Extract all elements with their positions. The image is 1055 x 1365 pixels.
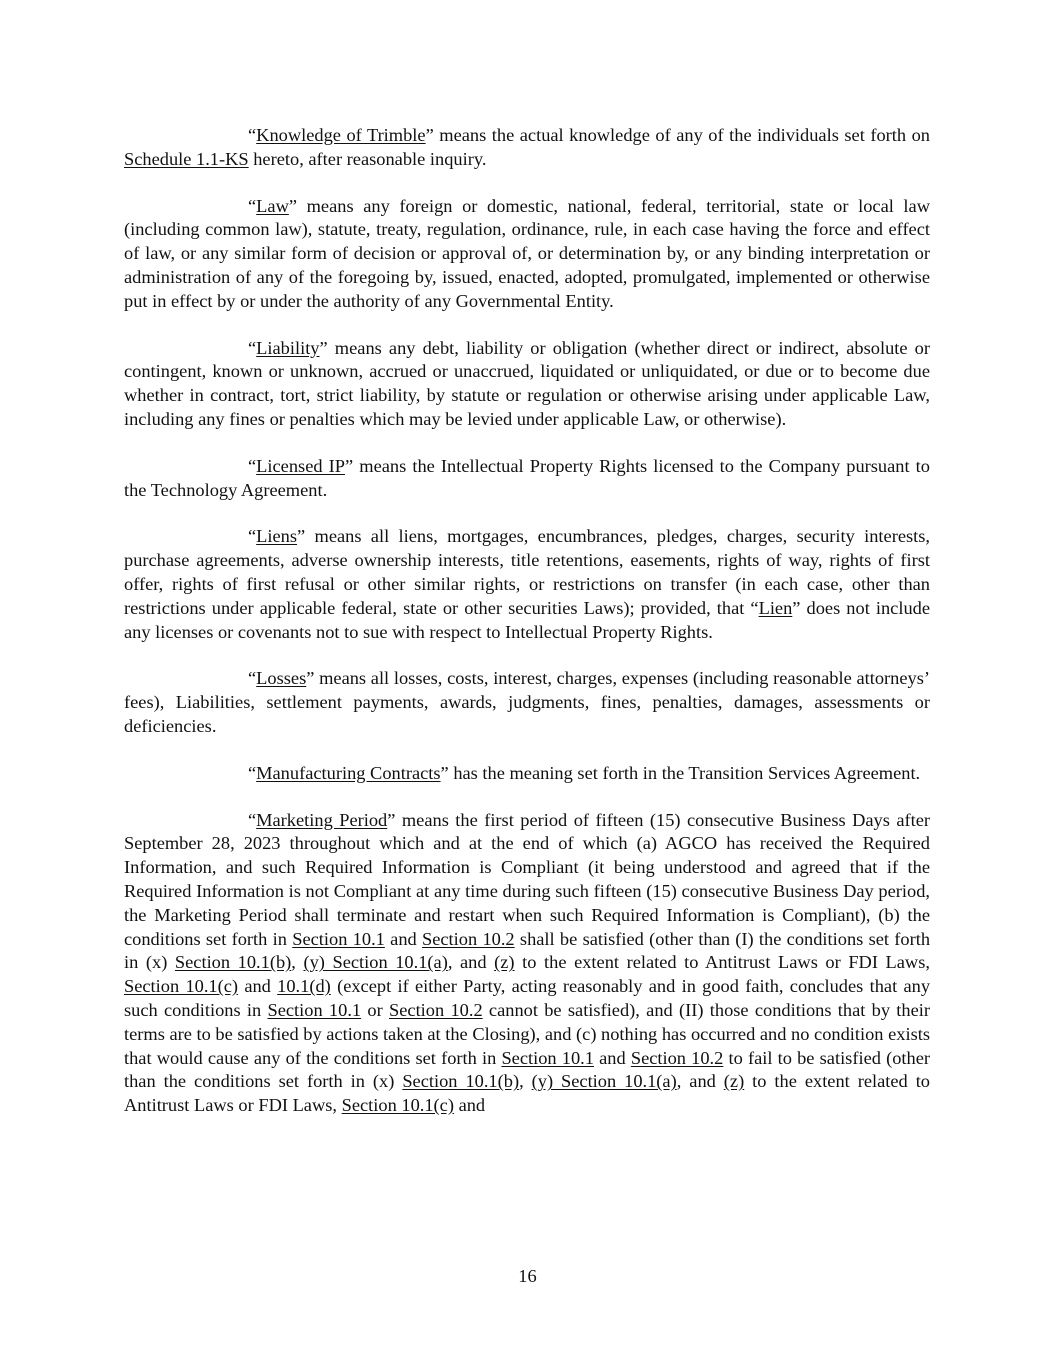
defined-term-lien: Lien bbox=[758, 597, 793, 618]
section-reference: Section 10.2 bbox=[389, 999, 483, 1020]
definition-manufacturing-contracts: “Manufacturing Contracts” has the meaning set forth in the Transition Services Agreement. bbox=[248, 762, 921, 783]
section-reference: (y) Section 10.1(a) bbox=[531, 1071, 677, 1092]
section-reference: Section 10.2 bbox=[422, 928, 515, 949]
document-body bbox=[124, 124, 930, 1141]
definition-law: “Law” means any foreign or domestic, national, federal, territorial, state or local law (including common law), statute, treaty, regulation, ordinance, rule, in each case having the force and effect of law, or any similar form of decision or approval of, or determination by, or any binding interpretation or administration of any of the foregoing by, issued, enacted, adopted, promulgated, implemented or otherwise put in effect by or under the authority of any Governmental Entity. bbox=[124, 195, 930, 311]
schedule-reference: Schedule 1.1-KS bbox=[124, 148, 249, 169]
section-reference: Section 10.1(c) bbox=[124, 976, 239, 997]
defined-term: Liability bbox=[256, 337, 320, 358]
definition-liability: “Liability” means any debt, liability or obligation (whether direct or indirect, absolute or contingent, known or unknown, accrued or unaccrued, liquidated or unliquidated, or due or to become due whether in contract, tort, strict liability, by statute or regulation or otherwise arising under applicable Law, including any fines or penalties which may be levied under applicable Law, or otherwise). bbox=[124, 337, 930, 429]
section-reference: Section 10.1(b) bbox=[174, 952, 292, 973]
section-reference: (z) bbox=[494, 952, 515, 973]
section-reference: (z) bbox=[723, 1071, 745, 1092]
definition-losses: “Losses” means all losses, costs, interest, charges, expenses (including reasonable attorneys’ fees), Liabilities, settlement payments, awards, judgments, fines, penalties, damages, assessments or deficiencies. bbox=[124, 668, 930, 736]
section-reference: (y) Section 10.1(a) bbox=[303, 952, 448, 973]
section-reference: Section 10.1(b) bbox=[402, 1071, 520, 1092]
defined-term: Losses bbox=[256, 668, 307, 689]
defined-term: Manufacturing Contracts bbox=[256, 762, 441, 783]
section-reference: 10.1(d) bbox=[277, 976, 331, 997]
section-reference: Section 10.1(c) bbox=[341, 1095, 454, 1116]
defined-term: Law bbox=[256, 195, 289, 216]
section-reference: Section 10.1 bbox=[267, 999, 362, 1020]
definition-licensed-ip: “Licensed IP” means the Intellectual Property Rights licensed to the Company pursuant to the Technology Agreement. bbox=[124, 455, 930, 500]
defined-term: Knowledge of Trimble bbox=[256, 125, 426, 145]
defined-term: Liens bbox=[256, 526, 298, 547]
defined-term: Licensed IP bbox=[256, 455, 346, 476]
defined-term: Marketing Period bbox=[256, 809, 388, 830]
definition-liens: “Liens” means all liens, mortgages, encumbrances, pledges, charges, security interests, purchase agreements, adverse ownership interests, title retentions, easements, rights of way, rights of first offer, rights of first refusal or other similar rights, or restrictions on transfer (in each case, other than restrictions under applicable federal, state or other securities Laws); provided, that “Lien” does not include any licenses or covenants not to sue with respect to Intellectual Property Rights. bbox=[124, 526, 931, 642]
section-reference: Section 10.1 bbox=[292, 928, 385, 949]
page-number: 16 bbox=[518, 1266, 537, 1286]
definition-knowledge-of-trimble: “Knowledge of Trimble” means the actual knowledge of any of the individuals set forth on Schedule 1.1-KS hereto, after reasonable inquiry. bbox=[124, 125, 930, 169]
section-reference: Section 10.1 bbox=[501, 1047, 594, 1068]
definition-marketing-period: “Marketing Period” means the first period of fifteen (15) consecutive Business Days after September 28, 2023 throughout which and at the end of which (a) AGCO has received the Required Information, and such Required Information is Compliant (it being understood and agreed that if the Required Information is not Compliant at any time during such fifteen (15) consecutive Business Day period, the Marketing Period shall terminate and restart when such Required Information is Compliant), (b) the conditions set forth in Section 10.1 and Section 10.2 shall be satisfied (other than (I) the conditions set forth in (x) Section 10.1(b), (y) Section 10.1(a), and (z) to the extent related to Antitrust Laws or FDI Laws, Section 10.1(c) and 10.1(d) (except if either Party, acting reasonably and in good faith, concludes that any such conditions in Section 10.1 or Section 10.2 cannot be satisfied), and (II) those conditions that by their terms are to be satisfied by actions taken at the Closing), and (c) nothing has occurred and no condition exists that would cause any of the conditions set forth in Section 10.1 and Section 10.2 to fail to be satisfied (other than the conditions set forth in (x) Section 10.1(b), (y) Section 10.1(a), and (z) to the extent related to Antitrust Laws or FDI Laws, Section 10.1(c) and bbox=[124, 809, 931, 1116]
section-reference: Section 10.2 bbox=[630, 1047, 724, 1068]
